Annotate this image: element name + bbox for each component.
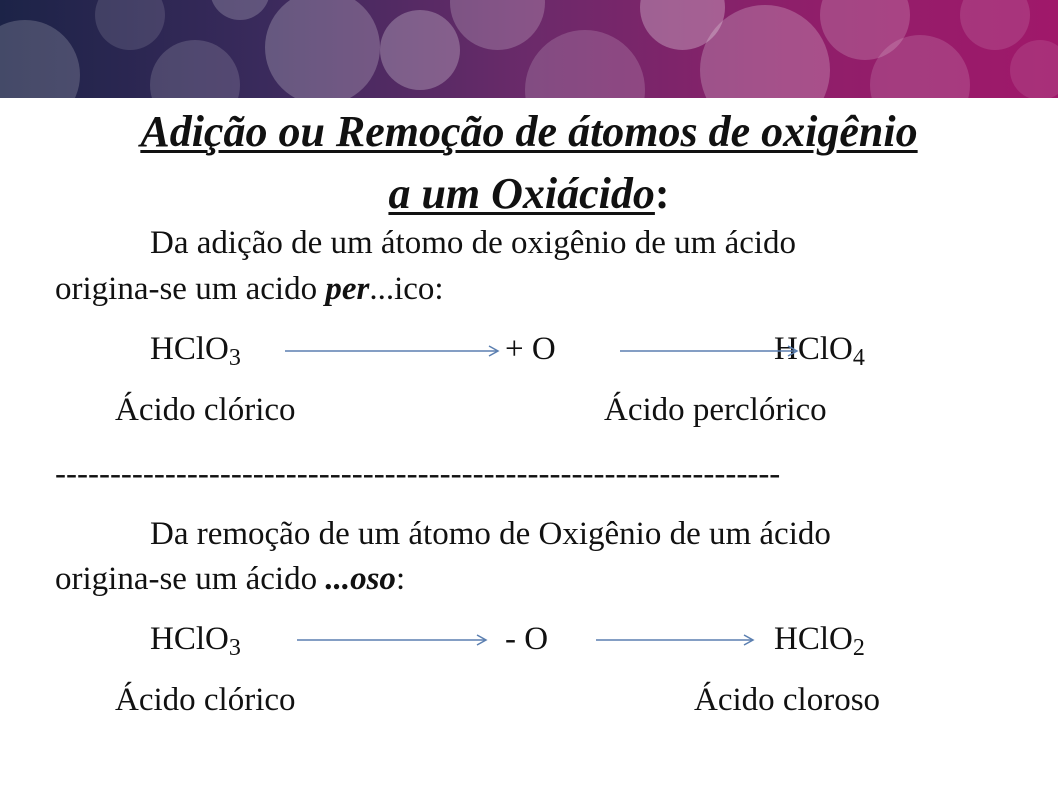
decor-bubble xyxy=(210,0,270,20)
section2-operator: - O xyxy=(505,621,549,657)
section2-product-name: Ácido cloroso xyxy=(694,682,881,718)
title-line-1 xyxy=(0,107,1058,156)
decor-bubble xyxy=(960,0,1030,50)
decor-bubble xyxy=(95,0,165,50)
section2-product-subscript: 2 xyxy=(852,635,865,661)
decor-bubble xyxy=(265,0,380,98)
section1-reactant xyxy=(150,331,241,371)
section2-emphasis: ...oso xyxy=(325,561,396,597)
section1-intro-line2 xyxy=(55,273,444,306)
section1-reactant-subscript: 3 xyxy=(228,345,241,371)
section2-reactant xyxy=(150,621,241,661)
section2-intro-end: : xyxy=(395,561,406,597)
decor-bubble xyxy=(0,20,80,98)
reaction-arrow-1 xyxy=(285,344,505,358)
section1-reactant-formula: HClO xyxy=(150,331,229,367)
section2-intro-line2 xyxy=(55,563,405,596)
header-banner xyxy=(0,0,1058,98)
section1-product-name: Ácido perclórico xyxy=(604,392,827,428)
decor-bubble xyxy=(450,0,545,50)
section2-reactant-formula: HClO xyxy=(150,621,229,657)
reaction-arrow-3 xyxy=(297,633,492,647)
separator-line: ------------------------------------------------------------------ xyxy=(55,456,781,492)
title-line-1-text: Adição ou Remoção de átomos de oxigênio xyxy=(140,107,918,156)
title-line-2-text: a um Oxiácido xyxy=(388,169,655,218)
decor-bubble xyxy=(525,30,645,98)
section1-intro-text: origina-se um acido xyxy=(55,271,326,307)
section1-emphasis: per xyxy=(325,271,370,307)
section1-product-subscript: 4 xyxy=(852,345,865,371)
section2-intro-text: origina-se um ácido xyxy=(55,561,326,597)
section2-intro-line1: Da remoção de um átomo de Oxigênio de um ácido xyxy=(150,516,831,552)
section2-product-formula: HClO xyxy=(774,621,853,657)
decor-bubble xyxy=(1010,40,1058,98)
reaction-arrow-2 xyxy=(620,344,800,358)
section1-reactant-name: Ácido clórico xyxy=(115,392,296,428)
section1-intro-line1: Da adição de um átomo de oxigênio de um ácido xyxy=(150,225,797,261)
reaction-arrow-4 xyxy=(596,633,758,647)
section1-intro-end: ...ico: xyxy=(369,271,444,307)
decor-bubble xyxy=(380,10,460,90)
section1-operator: + O xyxy=(505,331,556,367)
decor-bubble xyxy=(150,40,240,98)
title-colon: : xyxy=(654,169,670,218)
section1-product-formula: HClO xyxy=(774,331,853,367)
section2-reactant-subscript: 3 xyxy=(228,635,241,661)
section2-reactant-name: Ácido clórico xyxy=(115,682,296,718)
title-line-2 xyxy=(0,169,1058,218)
section2-product xyxy=(774,621,865,661)
